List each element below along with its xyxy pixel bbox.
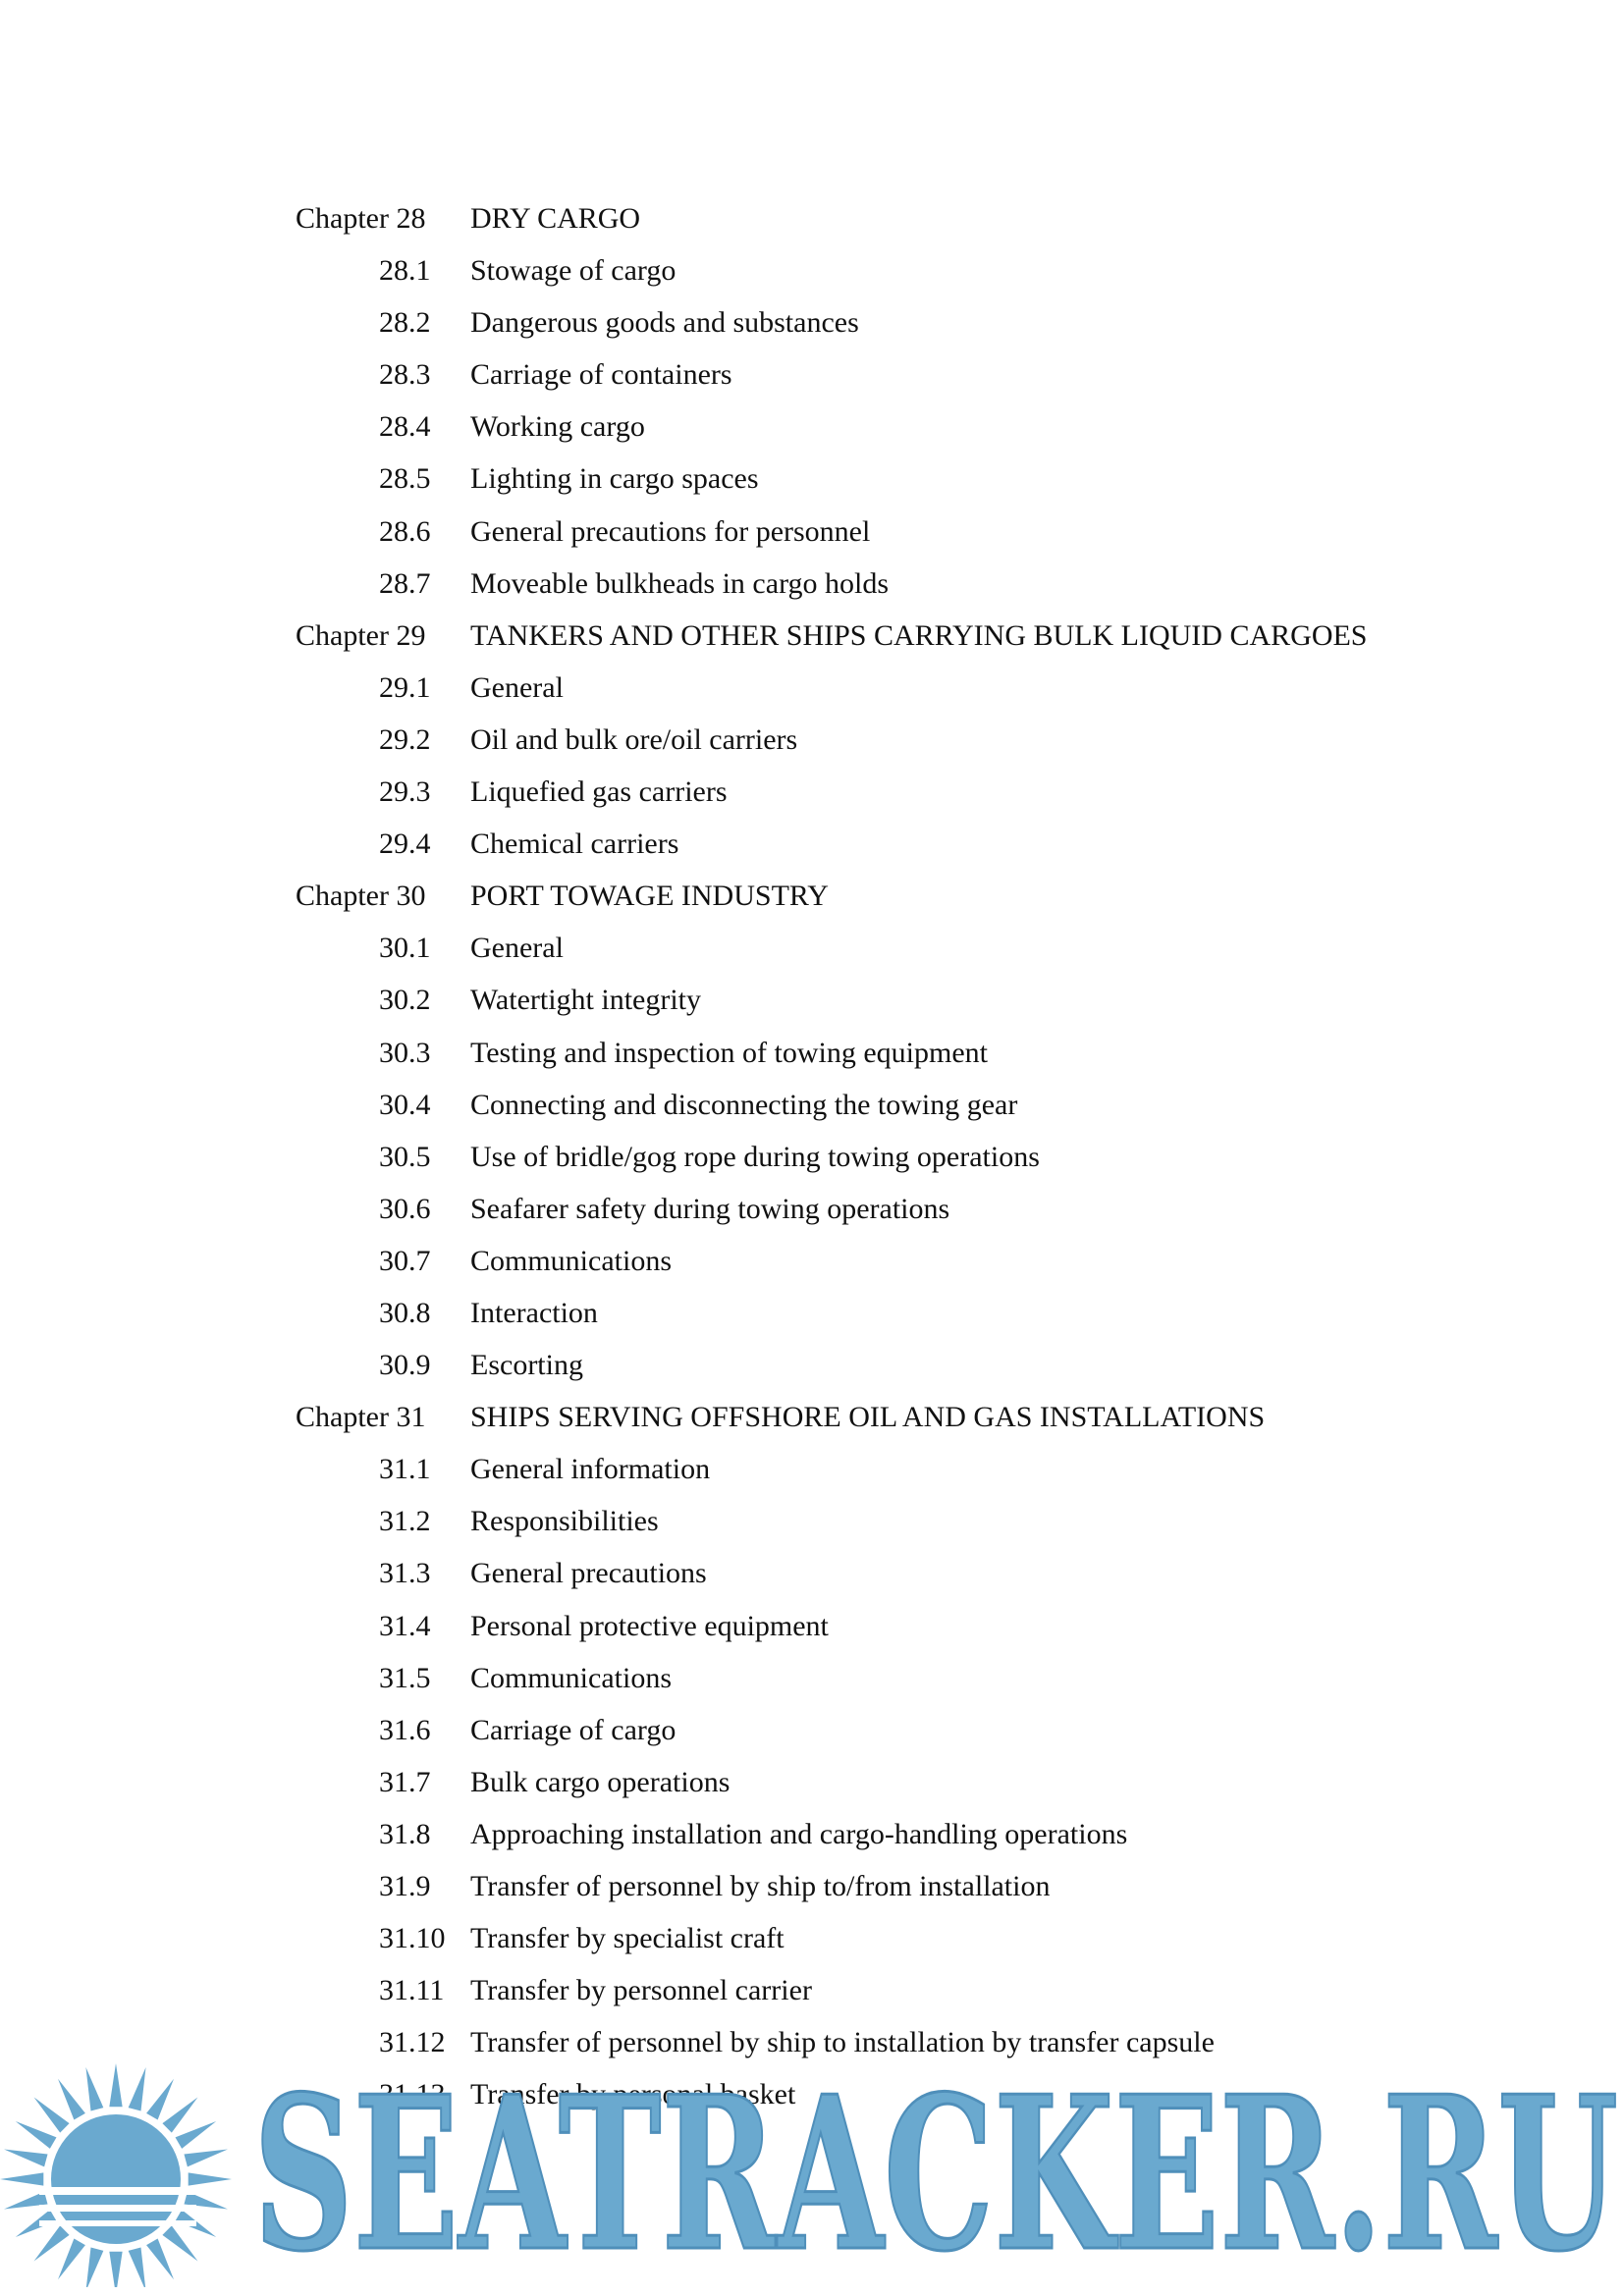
- chapter-title: TANKERS AND OTHER SHIPS CARRYING BULK LIQUID CARGOES: [470, 618, 1368, 652]
- section-title: Communications: [470, 1661, 672, 1694]
- sun-ray: [129, 2247, 146, 2287]
- toc-chapter-row: [0, 870, 1624, 922]
- section-number: 30.8: [379, 1296, 431, 1329]
- section-number: 31.6: [379, 1713, 431, 1746]
- section-title: General precautions: [470, 1557, 707, 1590]
- toc-section-row: [0, 1339, 1624, 1391]
- section-number: 31.8: [379, 1817, 431, 1850]
- toc-section-row: [0, 1495, 1624, 1547]
- sun-ray: [162, 2098, 197, 2133]
- section-title: Seafarer safety during towing operations: [470, 1192, 950, 1225]
- section-number: 31.10: [379, 1922, 446, 1955]
- sun-ray: [34, 2225, 70, 2261]
- toc-section-row: [0, 400, 1624, 453]
- section-title: Use of bridle/gog rope during towing operations: [470, 1140, 1040, 1173]
- section-title: Bulk cargo operations: [470, 1765, 731, 1798]
- sun-logo-icon: [0, 2061, 245, 2287]
- sun-ray: [176, 2121, 217, 2149]
- section-title: Chemical carriers: [470, 828, 679, 861]
- section-number: 28.5: [379, 462, 431, 496]
- toc-section-row: [0, 818, 1624, 870]
- section-number: 31.11: [379, 1974, 445, 2007]
- section-title: Transfer of personnel by ship to/from installation: [470, 1870, 1051, 1902]
- section-title: Moveable bulkheads in cargo holds: [470, 566, 890, 600]
- section-number: 28.3: [379, 358, 431, 392]
- sun-ray: [4, 2149, 48, 2166]
- section-title: Lighting in cargo spaces: [470, 462, 759, 496]
- section-number: 29.2: [379, 722, 431, 756]
- toc-section-row: [0, 714, 1624, 766]
- section-number: 30.2: [379, 984, 431, 1017]
- chapter-number: Chapter 31: [296, 1401, 426, 1434]
- section-number: 31.5: [379, 1661, 431, 1694]
- sun-ray: [0, 2172, 43, 2185]
- section-title: Personal protective equipment: [470, 1609, 829, 1642]
- section-number: 30.5: [379, 1140, 431, 1173]
- section-number: 31.9: [379, 1870, 431, 1902]
- chapter-number: Chapter 28: [296, 202, 426, 235]
- sun-ray: [34, 2098, 70, 2133]
- section-title: Dangerous goods and substances: [470, 306, 859, 340]
- section-title: General precautions for personnel: [470, 514, 871, 548]
- section-number: 28.2: [379, 306, 431, 340]
- toc-section-row: [0, 974, 1624, 1026]
- toc-section-row: [0, 1131, 1624, 1183]
- sun-ray: [85, 2067, 103, 2111]
- sun-ray: [58, 2239, 85, 2280]
- section-title: Testing and inspection of towing equipment: [470, 1036, 988, 1069]
- section-number: 29.4: [379, 828, 431, 861]
- toc-section-row: [0, 1547, 1624, 1599]
- toc-section-row: [0, 1443, 1624, 1495]
- watermark-text: SEATRACKER.RU: [253, 2052, 1618, 2287]
- section-number: 29.1: [379, 670, 431, 704]
- toc-section-row: [0, 1600, 1624, 1652]
- toc-section-row: [0, 1183, 1624, 1235]
- toc-section-row: [0, 1079, 1624, 1131]
- section-title: Communications: [470, 1244, 672, 1277]
- section-number: 30.9: [379, 1349, 431, 1382]
- section-title: Transfer of personnel by ship to installation by transfer capsule: [470, 2026, 1215, 2059]
- section-number: 30.4: [379, 1088, 431, 1121]
- section-number: 31.4: [379, 1609, 431, 1642]
- section-title: Escorting: [470, 1349, 583, 1382]
- section-title: General: [470, 670, 564, 704]
- chapter-number: Chapter 30: [296, 880, 426, 913]
- section-number: 31.12: [379, 2026, 446, 2059]
- section-title: Transfer by personnel carrier: [470, 1974, 812, 2007]
- sun-ray: [58, 2079, 85, 2120]
- toc-section-row: [0, 1652, 1624, 1704]
- chapter-title: PORT TOWAGE INDUSTRY: [470, 880, 829, 913]
- section-number: 31.13: [379, 2078, 446, 2111]
- sun-ray: [146, 2239, 174, 2280]
- section-title: Interaction: [470, 1296, 598, 1329]
- section-title: Responsibilities: [470, 1505, 659, 1538]
- chapter-title: DRY CARGO: [470, 202, 641, 235]
- section-number: 31.7: [379, 1765, 431, 1798]
- toc-chapter-row: [0, 1391, 1624, 1443]
- section-title: Transfer by personal basket: [470, 2078, 796, 2111]
- sun-ray: [189, 2172, 232, 2185]
- sun-ray: [109, 2252, 122, 2287]
- section-title: Stowage of cargo: [470, 254, 677, 288]
- toc-section-row: [0, 922, 1624, 974]
- sun-ray: [109, 2063, 122, 2107]
- sun-ray: [85, 2247, 103, 2287]
- toc-chapter-row: [0, 610, 1624, 662]
- toc-section-row: [0, 1860, 1624, 1912]
- section-number: 29.3: [379, 775, 431, 809]
- section-title: General: [470, 932, 564, 965]
- sun-ray: [129, 2067, 146, 2111]
- section-title: Liquefied gas carriers: [470, 775, 728, 809]
- section-title: Connecting and disconnecting the towing gear: [470, 1088, 1018, 1121]
- section-number: 28.1: [379, 254, 431, 288]
- toc-section-row: [0, 1027, 1624, 1079]
- sun-ray: [184, 2149, 228, 2166]
- toc-section-row: [0, 244, 1624, 296]
- section-title: Carriage of cargo: [470, 1713, 677, 1746]
- section-title: General information: [470, 1453, 711, 1486]
- toc-section-row: [0, 1912, 1624, 1964]
- sun-ray: [16, 2121, 57, 2149]
- section-number: 31.2: [379, 1505, 431, 1538]
- section-number: 30.3: [379, 1036, 431, 1069]
- toc-chapter-row: [0, 192, 1624, 244]
- toc-section-row: [0, 1808, 1624, 1860]
- watermark: [0, 2052, 1624, 2296]
- toc-section-row: [0, 558, 1624, 610]
- toc-section-row: [0, 662, 1624, 714]
- toc-section-row: [0, 766, 1624, 818]
- section-title: Working cargo: [470, 410, 645, 444]
- section-title: Carriage of containers: [470, 358, 732, 392]
- sun-ray: [146, 2079, 174, 2120]
- table-of-contents: [0, 192, 1624, 2120]
- section-number: 30.1: [379, 932, 431, 965]
- section-number: 30.6: [379, 1192, 431, 1225]
- section-number: 31.3: [379, 1557, 431, 1590]
- sun-ray: [162, 2225, 197, 2261]
- toc-section-row: [0, 506, 1624, 558]
- section-title: Oil and bulk ore/oil carriers: [470, 722, 798, 756]
- section-number: 28.7: [379, 566, 431, 600]
- section-number: 28.6: [379, 514, 431, 548]
- section-number: 30.7: [379, 1244, 431, 1277]
- section-title: Transfer by specialist craft: [470, 1922, 785, 1955]
- section-title: Watertight integrity: [470, 984, 702, 1017]
- section-title: Approaching installation and cargo-handling operations: [470, 1817, 1128, 1850]
- watermark-text-logo: [253, 2052, 1624, 2287]
- toc-section-row: [0, 453, 1624, 505]
- toc-section-row: [0, 296, 1624, 348]
- toc-section-row: [0, 348, 1624, 400]
- section-number: 28.4: [379, 410, 431, 444]
- chapter-title: SHIPS SERVING OFFSHORE OIL AND GAS INSTALLATIONS: [470, 1401, 1266, 1434]
- toc-section-row: [0, 1235, 1624, 1287]
- toc-section-row: [0, 1287, 1624, 1339]
- toc-section-row: [0, 1964, 1624, 2016]
- section-number: 31.1: [379, 1453, 431, 1486]
- toc-section-row: [0, 1756, 1624, 1808]
- chapter-number: Chapter 29: [296, 618, 426, 652]
- toc-section-row: [0, 1704, 1624, 1756]
